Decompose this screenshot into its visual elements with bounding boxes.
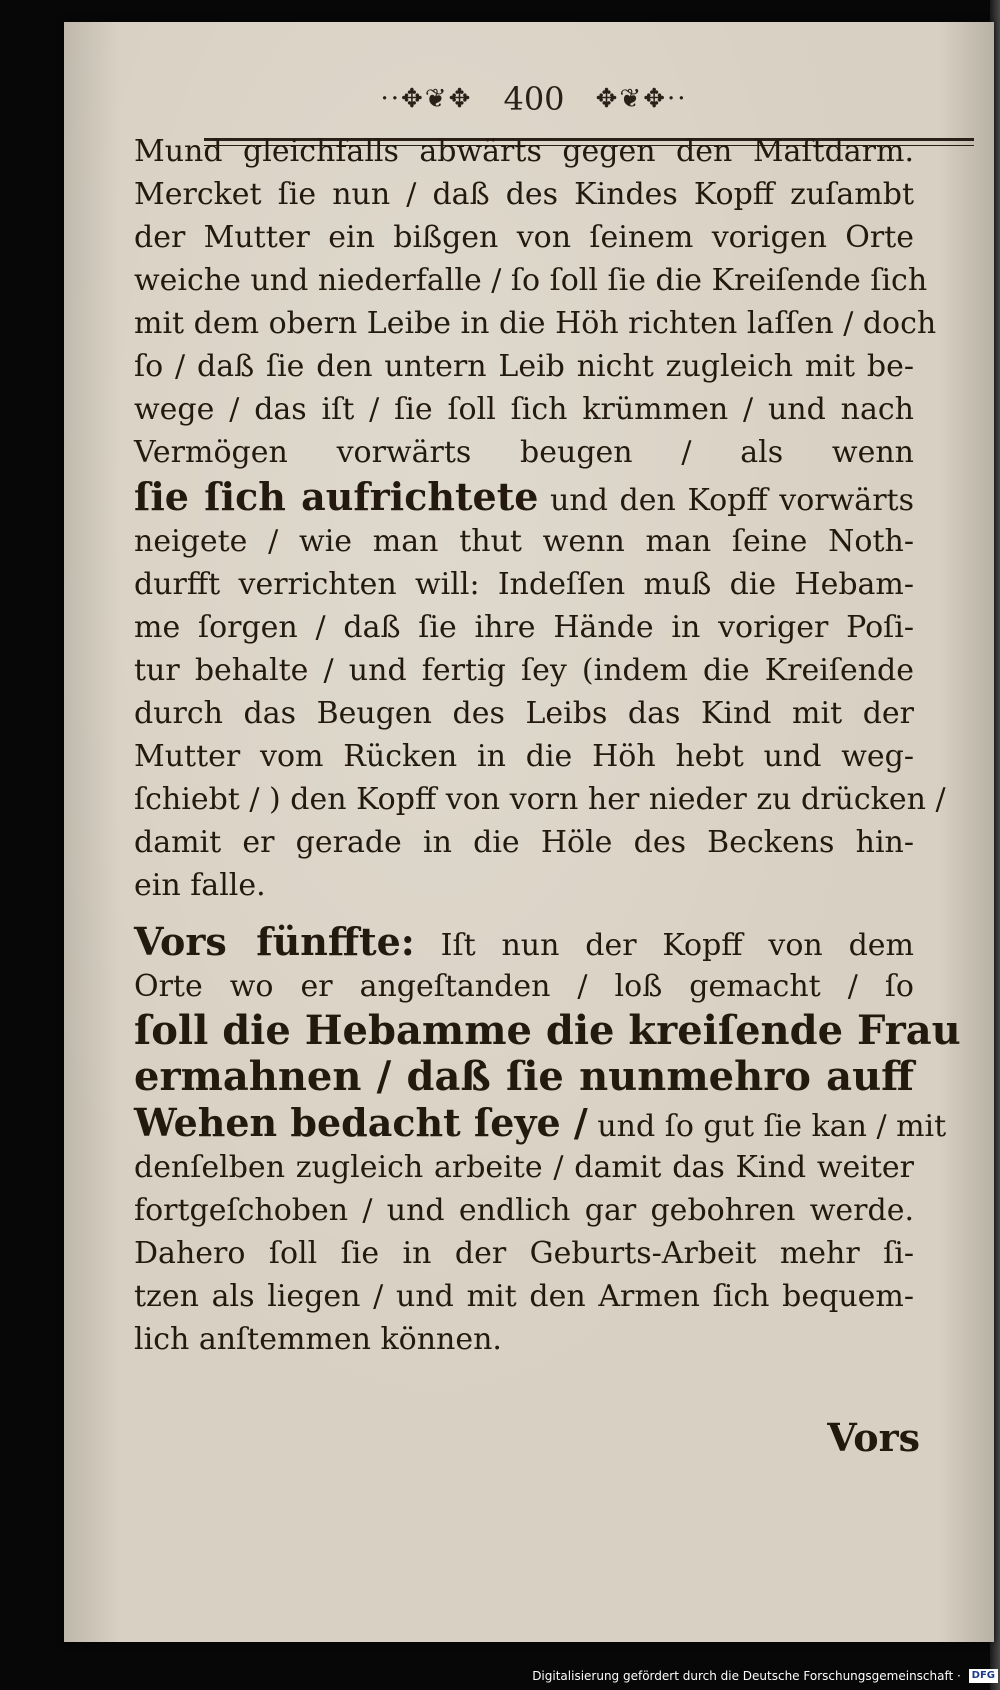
paragraph-heading-line (134, 919, 914, 965)
text-line: fortgeſchoben / und endlich gar gebohren werde. (134, 1193, 914, 1228)
paragraph-heading: Vors fünffte: (134, 919, 415, 964)
text-line: ein falle. (134, 868, 266, 903)
text-line: weiche und niederfalle / ſo ſoll ſie die Kreiſende ſich (134, 263, 928, 298)
page-number: 400 (503, 80, 565, 118)
text-line (134, 1100, 947, 1146)
text-line: lich anſtemmen können. (134, 1322, 502, 1357)
line-text: Iſt nun der Kopff von dem (414, 928, 914, 963)
emphasized-text: Wehen bedacht ſeye / (134, 1100, 588, 1145)
footer-text: Digitalisierung gefördert durch die Deutsche Forschungsgemeinschaft · (532, 1668, 961, 1683)
text-line: der Mutter ein bißgen von ſeinem vorigen Orte (134, 220, 914, 255)
header-ornament-left: ··✥❦✥ (380, 84, 473, 114)
text-line: me ſorgen / daß ſie ihre Hände in voriger Poſi- (134, 610, 914, 645)
text-line: ſo / daß ſie den untern Leib nicht zugleich mit be- (134, 349, 914, 384)
text-line: Orte wo er angeſtanden / loß gemacht / ſo (134, 969, 914, 1004)
text-line: Dahero ſoll ſie in der Geburts-Arbeit mehr ſi- (134, 1236, 914, 1271)
catchword: Vors (827, 1415, 920, 1460)
line-text: und den Kopff vorwärts (538, 483, 914, 518)
emphasized-line: ermahnen / daß ſie nunmehro auff (134, 1053, 914, 1100)
text-line: tur behalte / und fertig ſey (indem die Kreiſende (134, 653, 914, 688)
dfg-logo: DFG (969, 1669, 998, 1683)
text-line: Mutter vom Rücken in die Höh hebt und weg- (134, 739, 914, 774)
text-line: durfft verrichten will: Indeſſen muß die Hebam- (134, 567, 914, 602)
text-line: mit dem obern Leibe in die Höh richten laſſen / doch (134, 306, 937, 341)
text-line: damit er gerade in die Höle des Beckens hin- (134, 825, 914, 860)
text-line (134, 474, 914, 520)
text-line: durch das Beugen des Leibs das Kind mit der (134, 696, 914, 731)
footer-credit (440, 1668, 998, 1688)
text-line: wege / das iſt / ſie ſoll ſich krümmen / und nach (134, 392, 914, 427)
text-line: denſelben zugleich arbeite / damit das Kind weiter (134, 1150, 914, 1185)
emphasized-text: ſie ſich aufrichtete (134, 474, 539, 519)
header-ornament-right: ✥❦✥·· (595, 84, 688, 114)
text-line: tzen als liegen / und mit den Armen ſich bequem- (134, 1279, 914, 1314)
body-text (134, 130, 961, 1361)
text-line: Mercket ſie nun / daß des Kindes Kopff zuſambt (134, 177, 914, 212)
emphasized-line: ſoll die Hebamme die kreiſende Frau (134, 1007, 961, 1054)
text-line: Mund gleichfalls abwärts gegen den Maſtdarm. (134, 134, 914, 169)
text-line: neigete / wie man thut wenn man ſeine Noth- (134, 524, 914, 559)
page-header (194, 80, 874, 130)
text-line: ſchiebt / ) den Kopff von vorn her nieder zu drücken / (134, 782, 946, 817)
line-text: und ſo gut ſie kan / mit (587, 1109, 947, 1144)
text-line: Vermögen vorwärts beugen / als wenn (134, 435, 914, 470)
